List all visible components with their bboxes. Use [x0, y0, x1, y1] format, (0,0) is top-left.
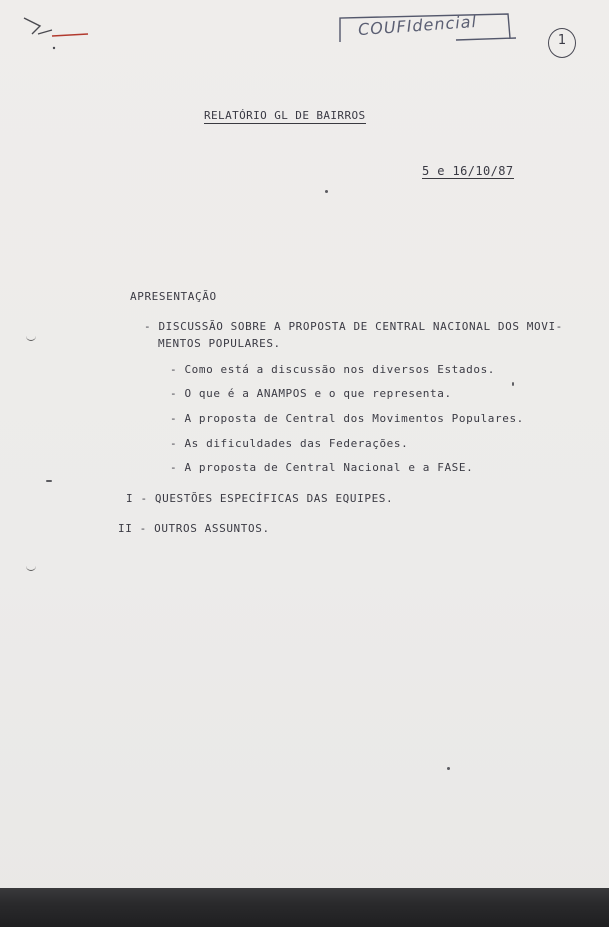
- page-number: 1: [557, 33, 567, 48]
- margin-mark: [26, 560, 36, 571]
- item1-line1: - DISCUSSÃO SOBRE A PROPOSTA DE CENTRAL NACIONAL DOS MOVI-: [144, 320, 563, 333]
- margin-mark: [26, 330, 36, 341]
- sub-item: - As dificuldades das Federações.: [170, 437, 409, 450]
- confidential-stamp-text: COUFIdencial: [357, 11, 478, 40]
- speck: [512, 382, 514, 386]
- sub-item: - O que é a ANAMPOS e o que representa.: [170, 387, 452, 400]
- sub-item: - A proposta de Central dos Movimentos Populares.: [170, 412, 524, 425]
- sub-item: - Como está a discussão nos diversos Estados.: [170, 363, 496, 376]
- speck: [447, 767, 450, 770]
- scan-bottom-edge: [0, 888, 609, 927]
- report-title: RELATÓRIO GL DE BAIRROS: [204, 109, 366, 122]
- item3: II - OUTROS ASSUNTOS.: [118, 522, 270, 535]
- corner-pen-mark: [18, 4, 98, 54]
- sub-item: - A proposta de Central Nacional e a FASE.: [170, 461, 474, 474]
- item1-line2: MENTOS POPULARES.: [158, 337, 281, 350]
- report-date: 5 e 16/10/87: [422, 164, 514, 178]
- speck: [46, 480, 52, 482]
- section-heading: APRESENTAÇÃO: [130, 290, 217, 303]
- speck: [325, 190, 328, 193]
- page-number-circle: [548, 28, 576, 58]
- item2: I - QUESTÕES ESPECÍFICAS DAS EQUIPES.: [126, 492, 394, 505]
